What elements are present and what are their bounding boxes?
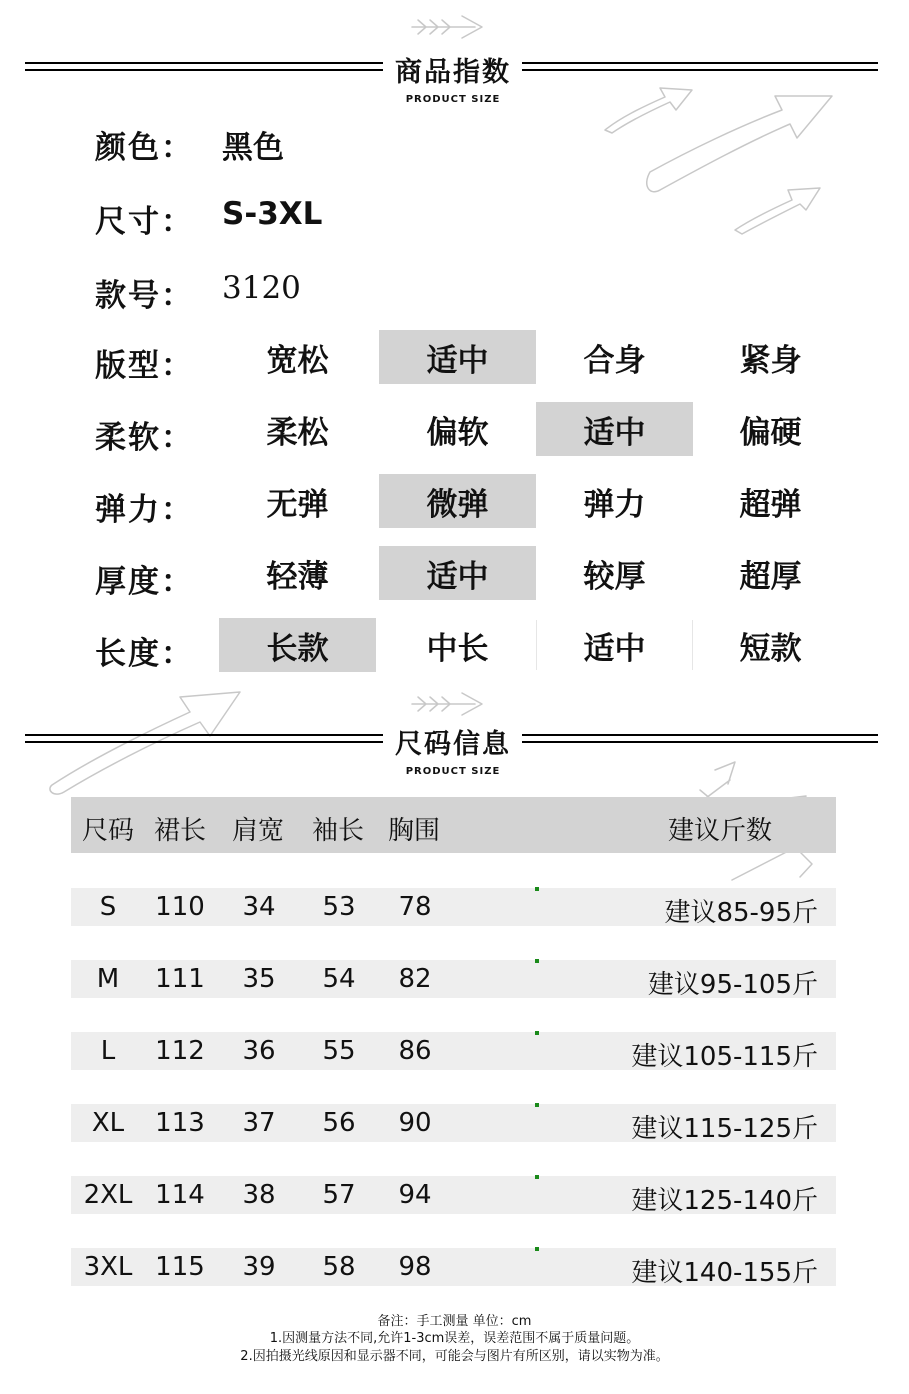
- attribute-option: 轻薄: [266, 558, 329, 595]
- table-cell: 57: [322, 1180, 356, 1210]
- attribute-label: 柔软：: [95, 420, 194, 456]
- table-cell: 建议125-140斤: [631, 1186, 818, 1216]
- marker-icon: [535, 959, 539, 963]
- table-cell: 110: [155, 892, 205, 922]
- attribute-option: 偏硬: [739, 414, 802, 451]
- header-dress-length: 裙长: [154, 816, 207, 846]
- table-cell: 37: [242, 1108, 276, 1138]
- table-cell: L: [100, 1036, 116, 1066]
- attribute-option: 中长: [426, 630, 489, 667]
- size-value: S-3XL: [222, 196, 323, 232]
- table-cell: 建议85-95斤: [664, 898, 818, 928]
- attribute-option: 偏软: [426, 414, 489, 451]
- table-cell: 54: [322, 964, 356, 994]
- header-rule-left: [25, 741, 383, 743]
- color-label: 颜色：: [95, 130, 194, 166]
- header-rule-left: [25, 62, 383, 64]
- attribute-option: 紧身: [739, 342, 802, 379]
- header-rule-right: [522, 69, 878, 71]
- attribute-option-selected: 适中: [379, 330, 536, 384]
- header-rule-right: [522, 62, 878, 64]
- attribute-option: 无弹: [266, 486, 329, 523]
- attribute-option: 宽松: [266, 342, 329, 379]
- section-title: 尺码信息: [395, 729, 511, 760]
- header-rule-right: [522, 741, 878, 743]
- attribute-option-selected: 长款: [219, 618, 376, 672]
- table-cell: 86: [398, 1036, 432, 1066]
- attribute-option: 弹力: [583, 486, 646, 523]
- header-rule-left: [25, 69, 383, 71]
- table-cell: 3XL: [83, 1252, 133, 1282]
- table-cell: 113: [155, 1108, 205, 1138]
- table-cell: 建议115-125斤: [631, 1114, 818, 1144]
- attribute-option: 短款: [739, 630, 802, 667]
- marker-icon: [535, 1103, 539, 1107]
- model-label: 款号：: [95, 278, 194, 314]
- marker-icon: [535, 1247, 539, 1251]
- section-subtitle: PRODUCT SIZE: [405, 94, 501, 105]
- attribute-label: 版型：: [95, 348, 194, 384]
- table-cell: 建议140-155斤: [631, 1258, 818, 1288]
- table-cell: 94: [398, 1180, 432, 1210]
- marker-icon: [535, 887, 539, 891]
- header-shoulder: 肩宽: [232, 816, 285, 846]
- table-cell: S: [99, 892, 117, 922]
- attribute-option: 超弹: [739, 486, 802, 523]
- table-cell: 53: [322, 892, 356, 922]
- table-cell: 34: [242, 892, 276, 922]
- table-cell: 98: [398, 1252, 432, 1282]
- table-cell: 78: [398, 892, 432, 922]
- attribute-label: 弹力：: [95, 492, 194, 528]
- header-rule-left: [25, 734, 383, 736]
- table-cell: 90: [398, 1108, 432, 1138]
- table-cell: 114: [155, 1180, 205, 1210]
- color-value: 黑色: [222, 130, 284, 166]
- attribute-label: 长度：: [95, 636, 194, 672]
- marker-icon: [535, 1031, 539, 1035]
- attribute-option: 较厚: [583, 558, 646, 595]
- table-cell: 55: [322, 1036, 356, 1066]
- table-cell: 82: [398, 964, 432, 994]
- header-bust: 胸围: [388, 816, 441, 846]
- attribute-option-selected: 微弹: [379, 474, 536, 528]
- table-cell: 115: [155, 1252, 205, 1282]
- section-title: 商品指数: [395, 57, 511, 88]
- table-cell: 112: [155, 1036, 205, 1066]
- table-cell: 建议95-105斤: [647, 970, 818, 1000]
- note-line: 2.因拍摄光线原因和显示器不同，可能会与图片有所区别，请以实物为准。: [240, 1349, 669, 1364]
- table-cell: 2XL: [83, 1180, 133, 1210]
- attribute-option: 适中: [583, 630, 646, 667]
- table-cell: 39: [242, 1252, 276, 1282]
- note-line: 1.因测量方法不同,允许1-3cm误差，误差范围不属于质量问题。: [269, 1331, 640, 1346]
- attribute-option-selected: 适中: [536, 402, 693, 456]
- table-cell: 58: [322, 1252, 356, 1282]
- table-cell: 111: [155, 964, 205, 994]
- header-rule-right: [522, 734, 878, 736]
- header-recommended-weight: 建议斤数: [668, 816, 773, 846]
- table-cell: 35: [242, 964, 276, 994]
- cell-divider: [536, 620, 537, 670]
- section-subtitle: PRODUCT SIZE: [405, 766, 501, 777]
- model-value: 3120: [222, 270, 301, 306]
- note-line: 备注：手工测量 单位：cm: [377, 1314, 532, 1329]
- attribute-option-selected: 适中: [379, 546, 536, 600]
- size-label: 尺寸：: [95, 204, 194, 240]
- attribute-label: 厚度：: [95, 564, 194, 600]
- attribute-option: 合身: [583, 342, 646, 379]
- table-cell: 建议105-115斤: [631, 1042, 818, 1072]
- header-sleeve: 袖长: [312, 816, 365, 846]
- table-cell: 38: [242, 1180, 276, 1210]
- header-size: 尺码: [82, 816, 135, 846]
- table-cell: M: [96, 964, 120, 994]
- table-cell: 36: [242, 1036, 276, 1066]
- table-cell: XL: [91, 1108, 125, 1138]
- cell-divider: [692, 620, 693, 670]
- attribute-option: 超厚: [739, 558, 802, 595]
- attribute-option: 柔松: [266, 414, 329, 451]
- marker-icon: [535, 1175, 539, 1179]
- table-cell: 56: [322, 1108, 356, 1138]
